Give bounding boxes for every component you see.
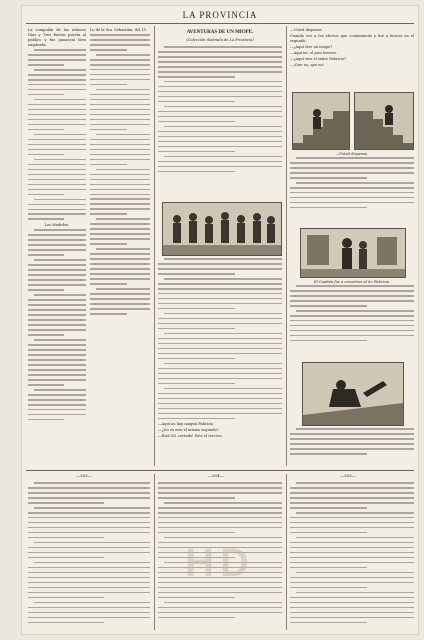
masthead-title: LA PROVINCIA [182,10,258,20]
body-text-lines [90,34,150,315]
page-number-right: —305— [340,473,356,478]
column-separator [154,26,155,466]
body-text-lines [290,428,414,455]
newspaper-page [22,6,418,634]
page-number-left: —303— [76,473,92,478]
closing-line-2: —¿No es este el mismo segundo? [158,428,219,433]
center-column-continued [158,258,282,464]
illustration-fall-scene [302,362,404,426]
masthead-rule [26,23,414,24]
right-snippet-3: —¿Aquí vive un miope? [290,45,333,49]
body-text-lines [28,229,86,420]
section-rule [26,470,414,471]
right-snippet-2: Cuando veo a los efectos que contentando y fue a buscar en el segundo. [290,34,414,43]
body-text-lines [158,258,282,419]
illustration-crowd-scene [162,202,282,256]
article-title: AVENTURAS DE UN MIOPE. [186,30,254,35]
body-text-lines [290,157,414,208]
watermark-logo: HD [185,541,255,585]
right-column-mid [290,152,414,222]
left-column-a [28,28,86,466]
right-column-lower [290,280,414,358]
right-snippet-1: —Usted dispense. [290,28,323,32]
illustration-stairs-left [292,92,350,150]
illustration-interior-scene [300,228,406,278]
body-text-lines [158,46,282,172]
right-column-bottom [290,428,414,466]
right-caption-2: El Capitán fue a encontrar al Sr. Fabricio. [313,280,391,284]
right-caption-1: —Usted dispense. [335,152,369,156]
left-column-b [90,28,150,466]
article-subtitle: (Colección ilustrada de La Provincia) [186,38,254,42]
body-text-lines [28,49,86,220]
column-separator [286,26,287,466]
closing-line-3: —Está Vd. cerrado! Este el tercero. [158,434,223,439]
right-snippet-5: —¿Aquí vive el señor Fabricio? [290,57,347,61]
right-column-top [290,28,414,88]
right-snippet-4: —Aquí no: el piso tercero. [290,51,338,55]
left-snippet-1: La compañía de las señoras Díaz y Tres fueron puesta al público y fue ganancia bien empleada. [28,28,86,47]
body-text-lines [290,285,414,341]
illustration-stairs-right [354,92,414,150]
left-snippet-3: Los Madriles. [44,223,70,228]
left-snippet-2: Lo de la Sra. Sebastián, del 15. [90,28,147,32]
page-number-center: —304— [208,473,224,478]
right-snippet-6: —¡Que no, que no! [290,63,325,67]
closing-line-1: —Aquí no hay ningún Fabricio. [158,422,215,427]
